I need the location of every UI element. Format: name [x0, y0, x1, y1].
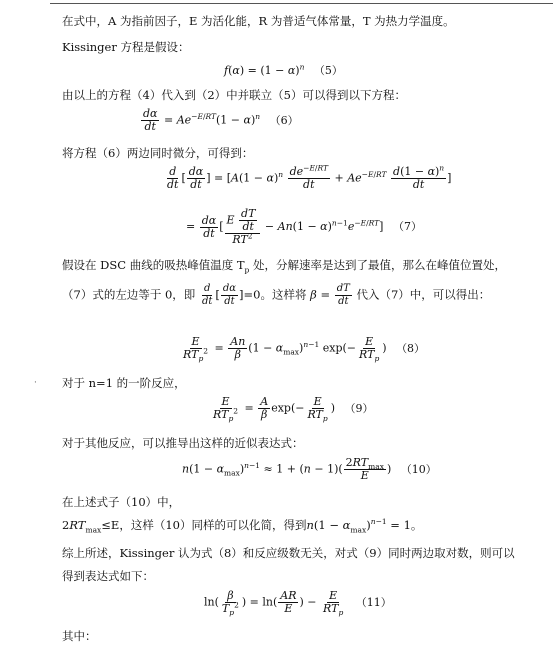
text-line-11: 综上所述，Kissinger 认为式（8）和反应级数无关，对式（9）同时两边取对数，则可以	[62, 546, 515, 560]
text-line-3: 由以上的方程（4）代入到（2）中并联立（5）可以得到以下方程：	[62, 88, 406, 102]
equation-differential: $\frac{d}{dt}$ [ $\frac{d\alpha}{dt}$ ] = [$A(1 - \alpha)^n$ $\frac{de^{-E/RT}}{dt}$ + $Ae^{-E/RT}$ $\frac{d(1 - \alpha)^n}{dt}$ ]	[167, 163, 452, 191]
text-line-12: 得到表达式如下：	[62, 569, 154, 583]
eq-number-5: （5）	[313, 64, 343, 77]
text-line-5b: 处，分解速率是达到了最值，那么在峰值位置处，	[253, 258, 507, 272]
equation-5: $f(\alpha) = (1 - \alpha)^n$ （5）	[224, 62, 343, 77]
equation-10: $n(1 - \alpha_{max})^{n-1} \approx 1 + (n - 1)$( $\frac{2RT_{max}}{E}$ ) （10）	[182, 456, 437, 482]
text-line-8: 对于其他反应，可以推导出这样的近似表达式：	[62, 436, 304, 450]
equation-8: $\frac{E}{RT_p^2}$ = $\frac{An}{\beta}$ $(1 - \alpha_{max})^{n-1}$ exp(− $\frac{E}{RT_p}$ ) （8）	[183, 335, 426, 364]
text-line-6b: =0。这样将	[243, 287, 307, 302]
text-line-5a: 假设在 DSC 曲线的吸热峰值温度 T	[62, 258, 245, 272]
eq-number-11: （11）	[355, 595, 392, 609]
text-line-6c: 代入（7）中，可以得出：	[356, 287, 491, 302]
text-line-10: $2RT_{max}\le E$，这样（10）同样的可以化简，得到$n(1 - \alpha_{max})^{n-1} = 1$。	[62, 517, 423, 535]
margin-mark: ·	[34, 378, 37, 388]
equation-9: $\frac{E}{RT_p^2}$ = $\frac{A}{\beta}$ exp(− $\frac{E}{RT_p}$ ) （9）	[213, 395, 374, 424]
eq-number-8: （8）	[396, 341, 426, 355]
equation-7: = $\frac{d\alpha}{dt}$ [ E $\frac{dT}{dt}$ $RT^2$ − $An(1 - \alpha)^{n-1}e^{-E/RT}$] （7）	[186, 207, 422, 246]
eq-number-10: （10）	[400, 462, 437, 476]
eq-number-6: （6）	[269, 113, 299, 127]
text-line-9: 在上述式子（10）中，	[62, 495, 181, 509]
text-line-1: 在式中，A 为指前因子，E 为活化能，R 为普适气体常量，T 为热力学温度。	[62, 14, 455, 28]
eq-number-7: （7）	[392, 220, 422, 233]
header-rule	[50, 3, 553, 4]
text-line-10a: ≤E，这样（10）同样的可以化简，得到	[101, 518, 307, 532]
text-line-13: 其中：	[62, 629, 97, 643]
eq-number-9: （9）	[344, 401, 374, 415]
equation-11: ln( $\frac{\beta}{T_p^2}$ ) = ln( $\frac{AR}{E}$ ) − $\frac{E}{RT_p}$ （11）	[204, 589, 392, 618]
text-line-7: 对于 n=1 的一阶反应，	[62, 376, 186, 390]
text-line-5: 假设在 DSC 曲线的吸热峰值温度 $T_p$ 处，分解速率是达到了最值，那么在峰值位置处，	[62, 258, 507, 275]
text-line-4: 将方程（6）两边同时微分，可得到：	[62, 146, 254, 160]
text-line-2: Kissinger 方程是假设：	[62, 40, 190, 54]
text-line-6: （7）式的左边等于 0，即 $\frac{d}{dt}$ [ $\frac{d\alpha}{dt}$ ]=0。这样将 β = $\frac{dT}{dt}$ 代入（7）中，可以得出：	[62, 283, 491, 307]
text-line-6a: （7）式的左边等于 0，即	[62, 287, 196, 302]
equation-6: $\frac{d\alpha}{dt}$ = $Ae^{-E/RT}(1 - \alpha)^n$ （6）	[143, 107, 299, 133]
